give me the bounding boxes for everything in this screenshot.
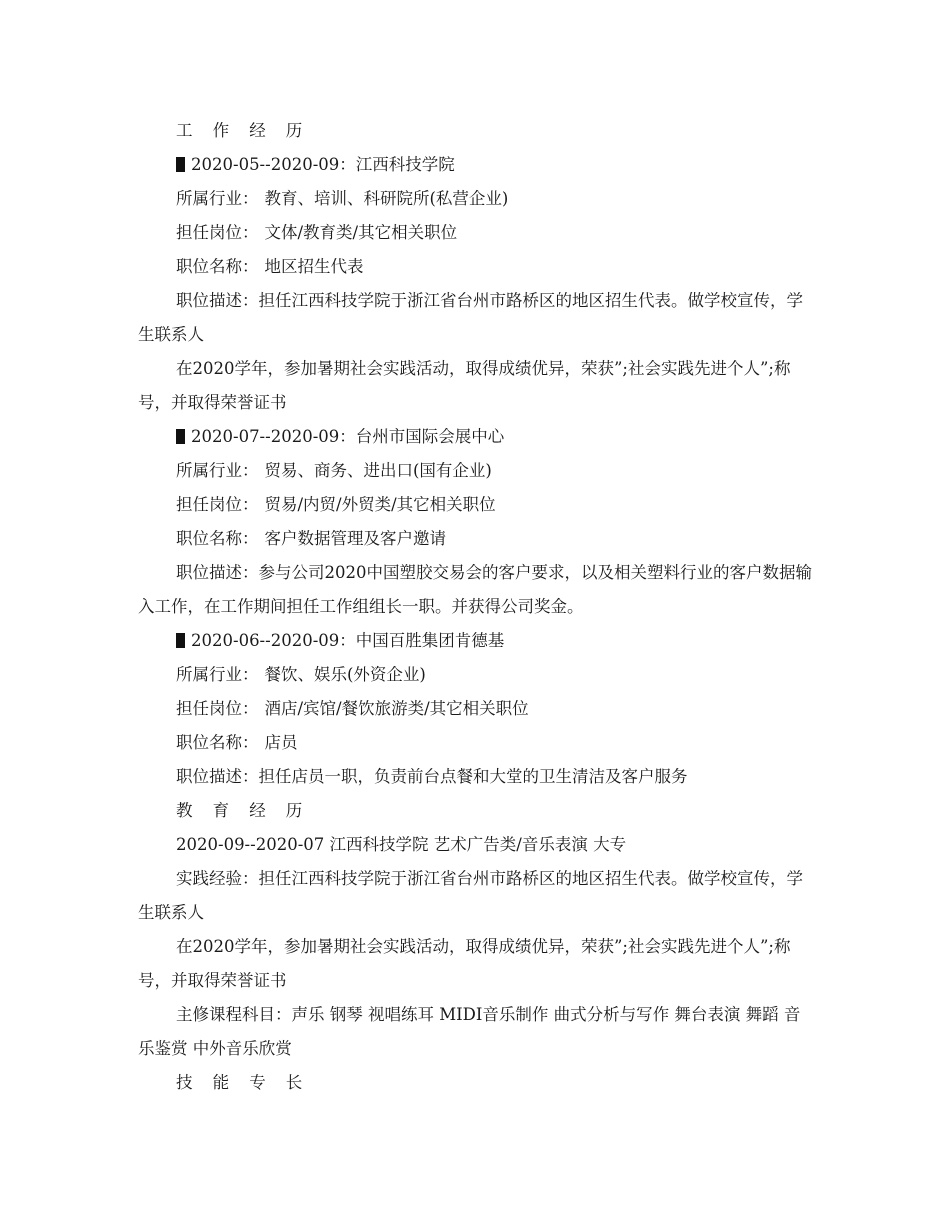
desc-label: 职位描述： [176,767,259,786]
title-value: 客户数据管理及客户邀请 [264,529,446,548]
skills-heading: 技 能 专 长 [176,1073,310,1092]
job-post [138,488,814,522]
job-extra-note: 在2020学年，参加暑期社会实践活动，取得成绩优异，荣获”;社会实践先进个人”;称号，并取得荣誉证书 [138,359,791,412]
job-description [138,556,814,624]
post-value: 酒店/宾馆/餐饮旅游类/其它相关职位 [264,699,529,718]
title-value: 地区招生代表 [264,257,364,276]
education-heading: 教 育 经 历 [176,801,310,820]
industry-value: 餐饮、娱乐(外资企业) [264,665,426,684]
job-post [138,216,814,250]
job-header-text: 2020-06--2020-09：中国百胜集团肯德基 [191,631,505,650]
desc-value: 担任店员一职，负责前台点餐和大堂的卫生清洁及客户服务 [258,767,688,786]
work-experience-heading: 工 作 经 历 [176,121,310,140]
industry-label: 所属行业： [176,461,259,480]
title-label: 职位名称： [176,257,259,276]
title-value: 店员 [264,733,298,752]
job-header [138,148,814,182]
bullet-marker-icon [176,633,185,648]
job-header [138,624,814,658]
industry-label: 所属行业： [176,189,259,208]
job-post [138,692,814,726]
education-honor: 在2020学年，参加暑期社会实践活动，取得成绩优异，荣获”;社会实践先进个人”;称号，并取得荣誉证书 [138,937,791,990]
job-industry [138,182,814,216]
job-industry [138,658,814,692]
industry-label: 所属行业： [176,665,259,684]
education-entry: 2020-09--2020-07 江西科技学院 艺术广告类/音乐表演 大专 [176,835,627,854]
post-label: 担任岗位： [176,495,259,514]
post-label: 担任岗位： [176,699,259,718]
job-header-text: 2020-07--2020-09：台州市国际会展中心 [191,427,505,446]
job-industry [138,454,814,488]
desc-value: 担任江西科技学院于浙江省台州市路桥区的地区招生代表。做学校宣传，学生联系人 [138,291,803,344]
bullet-marker-icon [176,429,185,444]
job-header-text: 2020-05--2020-09：江西科技学院 [191,155,455,174]
post-value: 文体/教育类/其它相关职位 [264,223,458,242]
education-practice: 实践经验：担任江西科技学院于浙江省台州市路桥区的地区招生代表。做学校宣传，学生联系人 [138,869,803,922]
post-value: 贸易/内贸/外贸类/其它相关职位 [264,495,496,514]
post-label: 担任岗位： [176,223,259,242]
desc-label: 职位描述： [176,291,259,310]
desc-value: 参与公司2020中国塑胶交易会的客户要求，以及相关塑料行业的客户数据输入工作，在工作期间担任工作组组长一职。并获得公司奖金。 [138,563,812,616]
bullet-marker-icon [176,157,185,172]
desc-label: 职位描述： [176,563,259,582]
job-description [138,760,814,794]
industry-value: 贸易、商务、进出口(国有企业) [264,461,492,480]
title-label: 职位名称： [176,733,259,752]
job-description [138,284,814,352]
job-header [138,420,814,454]
job-title [138,522,814,556]
job-title [138,250,814,284]
title-label: 职位名称： [176,529,259,548]
resume-body [138,114,814,1100]
job-title [138,726,814,760]
industry-value: 教育、培训、科研院所(私营企业) [264,189,509,208]
education-courses: 主修课程科目：声乐 钢琴 视唱练耳 MIDI音乐制作 曲式分析与写作 舞台表演 舞蹈 音乐鉴赏 中外音乐欣赏 [138,1005,801,1058]
